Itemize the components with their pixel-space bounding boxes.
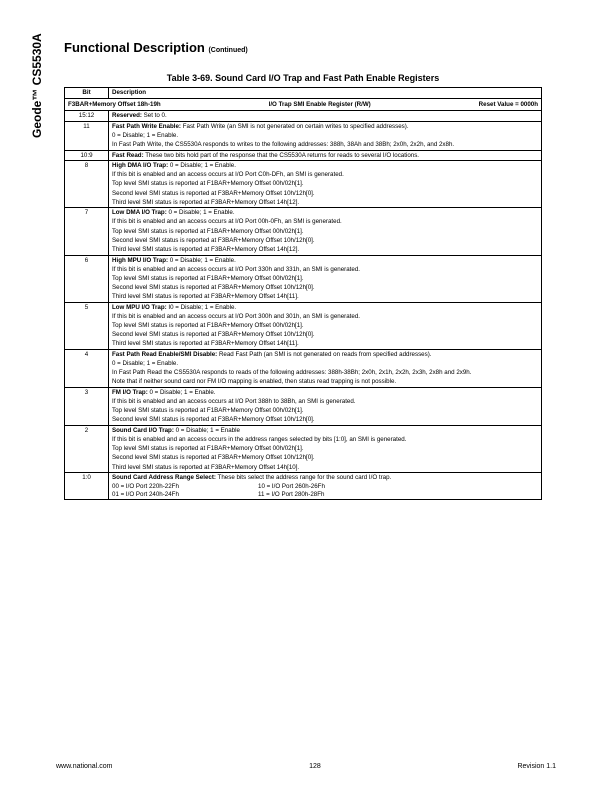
- description-line: [112, 464, 538, 472]
- field-name: Reserved:: [112, 112, 142, 120]
- table-header-row: [65, 88, 542, 99]
- range-options: [112, 483, 538, 498]
- field-name: High MPU I/O Trap:: [112, 256, 169, 264]
- description-line: [112, 398, 538, 406]
- field-text: Second level SMI status is reported at F3BAR+Memory Offset 10h/12h[0].: [112, 189, 315, 197]
- field-text: These bits select the address range for the sound card I/O trap.: [215, 474, 392, 482]
- bit-cell: 5: [65, 302, 109, 349]
- field-text: In Fast Path Read the CS5530A responds to reads of the following addresses: 388h-38Bh; 2x0h, 2x1h, 2x2h, 2x3h, 2x8h and 2x9h.: [112, 369, 472, 377]
- description-line: [112, 112, 538, 120]
- description-line: [112, 293, 538, 301]
- table-row: [65, 387, 542, 425]
- table-row: [65, 121, 542, 150]
- table-row: [65, 302, 542, 349]
- field-text: Second level SMI status is reported at F3BAR+Memory Offset 10h/12h[0].: [112, 416, 315, 424]
- description-column-header: Description: [109, 88, 542, 99]
- register-name: I/O Trap SMI Enable Register (R/W): [268, 100, 371, 108]
- field-text: 0 = Disable; 1 = Enable.: [168, 256, 236, 264]
- description-line: [112, 199, 538, 207]
- range-option: 01 = I/O Port 240h-24Fh: [112, 490, 179, 498]
- field-text: Set to 0.: [141, 112, 167, 120]
- table-row: [65, 425, 542, 472]
- bit-cell: 15:12: [65, 111, 109, 122]
- field-text: 0 = Disable; 1 = Enable.: [168, 162, 236, 170]
- field-text: Second level SMI status is reported at F3BAR+Memory Offset 10h/12h[0].: [112, 283, 315, 291]
- page-number: 128: [309, 763, 321, 770]
- description-line: [112, 436, 538, 444]
- description-line: [112, 209, 538, 217]
- table-row: [65, 255, 542, 302]
- description-cell: [109, 473, 542, 500]
- field-text: Top level SMI status is reported at F1BAR+Memory Offset 00h/02h[1].: [112, 227, 304, 235]
- description-cell: [109, 425, 542, 472]
- description-line: [112, 171, 538, 179]
- field-text: If this bit is enabled and an access occurs in the address ranges selected by bits [1:0], an SMI is generated.: [112, 436, 407, 444]
- description-line: [112, 304, 538, 312]
- description-line: [112, 237, 538, 245]
- field-text: 0 = Disable; 1 = Enable: [173, 426, 240, 434]
- field-text: Second level SMI status is reported at F3BAR+Memory Offset 10h/12h[0].: [112, 331, 315, 339]
- description-line: [112, 180, 538, 188]
- section-title: [64, 40, 248, 55]
- field-text: If this bit is enabled and an access occurs at I/O Port 330h and 331h, an SMI is generated.: [112, 265, 360, 273]
- field-text: In Fast Path Write, the CS5530A responds to writes to the following addresses: 388h, 38Ah and 38Bh; 2x0h, 2x2h, and 2x8h.: [112, 141, 455, 148]
- field-text: Top level SMI status is reported at F1BAR+Memory Offset 00h/02h[1].: [112, 322, 304, 329]
- description-line: [112, 257, 538, 265]
- field-text: If this bit is enabled and an access occurs at I/O Port 300h and 301h, an SMI is generated.: [112, 312, 360, 320]
- description-line: [112, 322, 538, 330]
- bit-cell: 8: [65, 161, 109, 208]
- description-line: [112, 284, 538, 292]
- range-option: 11 = I/O Port 280h-28Fh: [258, 490, 325, 498]
- field-text: Read Fast Path (an SMI is not generated on reads from specified addresses).: [217, 350, 432, 358]
- field-text: If this bit is enabled and an access occurs at I/O Port C0h-DFh, an SMI is generated.: [112, 171, 344, 179]
- description-cell: [109, 150, 542, 161]
- register-offset: F3BAR+Memory Offset 18h-19h: [68, 100, 161, 108]
- bit-cell: 4: [65, 349, 109, 387]
- field-name: Sound Card I/O Trap:: [112, 426, 174, 434]
- field-text: Fast Path Write (an SMI is not generated on certain writes to specified addresses).: [181, 122, 409, 130]
- section-title-text: Functional Description: [64, 40, 205, 55]
- table-row: [65, 208, 542, 255]
- field-text: Third level SMI status is reported at F3BAR+Memory Offset 14h[12].: [112, 198, 300, 206]
- description-cell: [109, 161, 542, 208]
- field-text: Second level SMI status is reported at F3BAR+Memory Offset 10h/12h[0].: [112, 454, 315, 462]
- field-text: If this bit is enabled and an access occurs at I/O Port 00h-0Fh, an SMI is generated.: [112, 218, 342, 226]
- description-line: [112, 474, 538, 482]
- description-line: [112, 132, 538, 140]
- description-line: [112, 360, 538, 368]
- table-row: [65, 473, 542, 500]
- description-line: [112, 123, 538, 131]
- revision-label: Revision 1.1: [517, 763, 556, 770]
- field-name: High DMA I/O Trap:: [112, 162, 169, 170]
- field-name: Low MPU I/O Trap:: [112, 303, 167, 311]
- bit-cell: 7: [65, 208, 109, 255]
- field-text: These two bits hold part of the response that the CS5530A returns for reads to several I/O locations.: [143, 151, 420, 159]
- description-line: [112, 190, 538, 198]
- register-table: [64, 87, 542, 500]
- table-row: [65, 161, 542, 208]
- description-line: [112, 427, 538, 435]
- field-text: Top level SMI status is reported at F1BAR+Memory Offset 00h/02h[1].: [112, 274, 304, 282]
- field-text: Note that if neither sound card nor FM I/O mapping is enabled, then status read trapping is not possible.: [112, 378, 397, 386]
- reset-value: Reset Value = 0000h: [478, 100, 538, 108]
- bit-cell: 11: [65, 121, 109, 150]
- bit-cell: 6: [65, 255, 109, 302]
- description-line: [112, 416, 538, 424]
- description-line: [112, 340, 538, 348]
- field-text: Top level SMI status is reported at F1BAR+Memory Offset 00h/02h[1].: [112, 180, 304, 188]
- description-line: [112, 266, 538, 274]
- description-line: [112, 351, 538, 359]
- field-text: I0 = Disable; 1 = Enable.: [166, 303, 237, 311]
- description-line: [112, 152, 538, 160]
- field-text: 0 = Disable; 1 = Enable.: [112, 360, 179, 368]
- table-row: [65, 150, 542, 161]
- description-line: [112, 275, 538, 283]
- table-row: [65, 349, 542, 387]
- description-line: [112, 378, 538, 386]
- field-name: Sound Card Address Range Select:: [112, 474, 216, 482]
- field-text: Top level SMI status is reported at F1BAR+Memory Offset 00h/02h[1].: [112, 407, 304, 415]
- description-line: [112, 369, 538, 377]
- field-name: Fast Path Write Enable:: [112, 122, 181, 130]
- range-option: 00 = I/O Port 220h-22Fh: [112, 483, 179, 491]
- description-line: [112, 407, 538, 415]
- register-offset-row: [65, 98, 542, 111]
- description-cell: [109, 387, 542, 425]
- page-footer: [56, 763, 556, 770]
- description-line: [112, 389, 538, 397]
- description-cell: [109, 349, 542, 387]
- field-text: If this bit is enabled and an access occurs at I/O Port 388h to 38Bh, an SMI is generated.: [112, 398, 356, 406]
- description-cell: [109, 121, 542, 150]
- field-text: 0 = Disable; 1 = Enable.: [147, 388, 216, 396]
- bit-cell: 3: [65, 387, 109, 425]
- description-line: [112, 228, 538, 236]
- description-line: [112, 162, 538, 170]
- description-line: [112, 218, 538, 226]
- description-cell: [109, 208, 542, 255]
- field-text: Top level SMI status is reported at F1BAR+Memory Offset 00h/02h[1].: [112, 445, 304, 453]
- field-text: Second level SMI status is reported at F3BAR+Memory Offset 10h/12h[0].: [112, 236, 315, 244]
- description-line: [112, 454, 538, 462]
- table-title: Table 3-69. Sound Card I/O Trap and Fast Path Enable Registers: [166, 73, 440, 83]
- bit-column-header: Bit: [65, 88, 109, 99]
- continued-label: (Continued): [208, 47, 248, 54]
- field-text: 0 = Disable; 1 = Enable.: [112, 131, 179, 139]
- range-option: 10 = I/O Port 260h-26Fh: [258, 483, 325, 491]
- description-line: [112, 331, 538, 339]
- description-line: [112, 313, 538, 321]
- table-row: [65, 111, 542, 122]
- side-product-label: Geode™ CS5530A: [30, 33, 44, 138]
- bit-cell: 1:0: [65, 473, 109, 500]
- description-cell: [109, 302, 542, 349]
- description-line: [112, 246, 538, 254]
- field-text: Third level SMI status is reported at F3BAR+Memory Offset 14h[10].: [112, 463, 300, 471]
- description-cell: [109, 255, 542, 302]
- field-text: Third level SMI status is reported at F3BAR+Memory Offset 14h[11].: [112, 293, 299, 301]
- description-line: [112, 141, 538, 149]
- description-cell: [109, 111, 542, 122]
- description-line: [112, 445, 538, 453]
- field-name: Low DMA I/O Trap:: [112, 209, 167, 217]
- field-text: Third level SMI status is reported at F3BAR+Memory Offset 14h[12].: [112, 245, 300, 253]
- table-body: [65, 98, 542, 500]
- field-text: Third level SMI status is reported at F3BAR+Memory Offset 14h[11].: [112, 340, 299, 348]
- bit-cell: 10:9: [65, 150, 109, 161]
- field-name: Fast Path Read Enable/SMI Disable:: [112, 350, 218, 358]
- footer-website: www.national.com: [56, 763, 113, 770]
- field-name: FM I/O Trap:: [112, 388, 148, 396]
- field-text: 0 = Disable; 1 = Enable.: [166, 209, 235, 217]
- bit-cell: 2: [65, 425, 109, 472]
- field-name: Fast Read:: [112, 151, 144, 159]
